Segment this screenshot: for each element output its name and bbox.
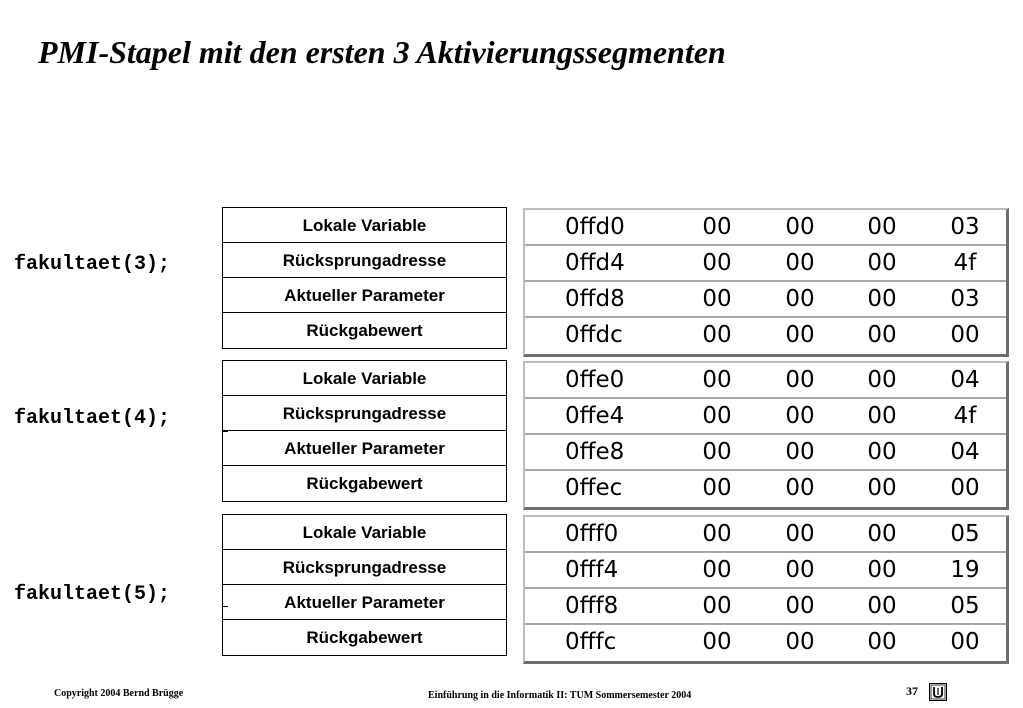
memory-row	[525, 553, 1006, 589]
memory-byte: 00	[950, 322, 980, 348]
footer-copyright: Copyright 2004 Bernd Brügge	[54, 688, 184, 699]
segment-cell-local-variable: Lokale Variable	[223, 361, 506, 396]
call-label-fakultaet-3: fakultaet(3);	[14, 253, 171, 276]
memory-byte: 19	[950, 557, 980, 583]
memory-address: 0ffdc	[565, 322, 623, 348]
memory-row	[525, 363, 1006, 399]
memory-byte: 4f	[953, 250, 977, 276]
segment-cell-return-value: Rückgabewert	[306, 474, 423, 493]
memory-byte: 00	[867, 214, 897, 240]
memory-dump-table	[523, 515, 1009, 664]
memory-byte: 05	[950, 521, 980, 547]
memory-byte: 00	[702, 629, 732, 655]
memory-byte: 00	[785, 367, 815, 393]
memory-byte: 00	[785, 286, 815, 312]
memory-byte: 00	[950, 629, 980, 655]
memory-byte: 00	[702, 322, 732, 348]
memory-dump-table	[523, 208, 1009, 357]
memory-byte: 00	[702, 439, 732, 465]
memory-byte: 00	[867, 475, 897, 501]
segment-cell-return-address: Rücksprungadresse	[223, 243, 506, 278]
memory-address: 0fff4	[565, 557, 619, 583]
memory-byte: 00	[867, 439, 897, 465]
memory-byte: 00	[785, 593, 815, 619]
memory-byte: 00	[867, 629, 897, 655]
memory-address: 0fffc	[565, 629, 617, 655]
segment-cell-return-value: Rückgabewert	[306, 628, 423, 647]
memory-address: 0ffd0	[565, 214, 625, 240]
memory-row	[525, 210, 1006, 246]
memory-address: 0fff0	[565, 521, 619, 547]
memory-byte: 00	[867, 250, 897, 276]
memory-row	[525, 589, 1006, 625]
segment-cell-return-value: Rückgabewert	[306, 321, 423, 340]
memory-byte: 00	[785, 403, 815, 429]
memory-byte: 03	[950, 286, 980, 312]
call-label-fakultaet-5: fakultaet(5);	[14, 583, 171, 606]
memory-row	[525, 471, 1006, 507]
memory-address: 0ffe8	[565, 439, 625, 465]
memory-row	[525, 246, 1006, 282]
memory-byte: 4f	[953, 403, 977, 429]
memory-byte: 00	[785, 322, 815, 348]
memory-byte: 00	[702, 593, 732, 619]
memory-row	[525, 318, 1006, 354]
tum-logo-icon	[929, 683, 947, 701]
segment-cell-local-variable: Lokale Variable	[223, 515, 506, 550]
memory-byte: 04	[950, 439, 980, 465]
segment-cell-current-parameter: Aktueller Parameter	[223, 278, 506, 313]
footer-course: Einführung in die Informatik II: TUM Sommersemester 2004	[428, 690, 692, 701]
memory-byte: 00	[702, 557, 732, 583]
activation-segment	[222, 207, 507, 349]
memory-row	[525, 282, 1006, 318]
slide-title: PMI-Stapel mit den ersten 3 Aktivierungssegmenten	[38, 34, 726, 70]
memory-address: 0ffe4	[565, 403, 625, 429]
segment-cell-return-address: Rücksprungadresse	[223, 550, 506, 585]
memory-byte: 04	[950, 367, 980, 393]
memory-byte: 00	[867, 557, 897, 583]
memory-dump-table	[523, 361, 1009, 510]
memory-address: 0fff8	[565, 593, 619, 619]
memory-row	[525, 517, 1006, 553]
memory-byte: 00	[867, 403, 897, 429]
segment-cell-current-parameter: Aktueller Parameter	[223, 431, 506, 466]
segment-cell-return-address: Rücksprungadresse	[223, 396, 506, 431]
memory-byte: 00	[950, 475, 980, 501]
memory-byte: 00	[867, 593, 897, 619]
memory-row	[525, 625, 1006, 661]
memory-byte: 00	[785, 629, 815, 655]
memory-byte: 00	[702, 286, 732, 312]
memory-row	[525, 435, 1006, 471]
segment-cell-current-parameter: Aktueller Parameter	[223, 585, 506, 620]
memory-byte: 03	[950, 214, 980, 240]
memory-byte: 00	[785, 250, 815, 276]
activation-segment	[222, 360, 507, 502]
activation-segment	[222, 514, 507, 656]
memory-byte: 00	[702, 214, 732, 240]
memory-byte: 00	[785, 439, 815, 465]
memory-byte: 00	[702, 367, 732, 393]
memory-byte: 00	[702, 403, 732, 429]
page-number: 37	[906, 684, 918, 698]
memory-byte: 00	[785, 475, 815, 501]
call-label-fakultaet-4: fakultaet(4);	[14, 407, 171, 430]
memory-byte: 00	[785, 557, 815, 583]
memory-byte: 00	[867, 286, 897, 312]
memory-address: 0ffd4	[565, 250, 625, 276]
memory-byte: 00	[785, 521, 815, 547]
memory-byte: 00	[702, 475, 732, 501]
memory-address: 0ffe0	[565, 367, 625, 393]
memory-row	[525, 399, 1006, 435]
memory-byte: 00	[702, 521, 732, 547]
memory-byte: 00	[867, 322, 897, 348]
memory-byte: 00	[867, 367, 897, 393]
segment-cell-local-variable: Lokale Variable	[223, 208, 506, 243]
memory-byte: 00	[702, 250, 732, 276]
memory-byte: 00	[785, 214, 815, 240]
memory-address: 0ffec	[565, 475, 623, 501]
memory-address: 0ffd8	[565, 286, 625, 312]
memory-byte: 05	[950, 593, 980, 619]
memory-byte: 00	[867, 521, 897, 547]
